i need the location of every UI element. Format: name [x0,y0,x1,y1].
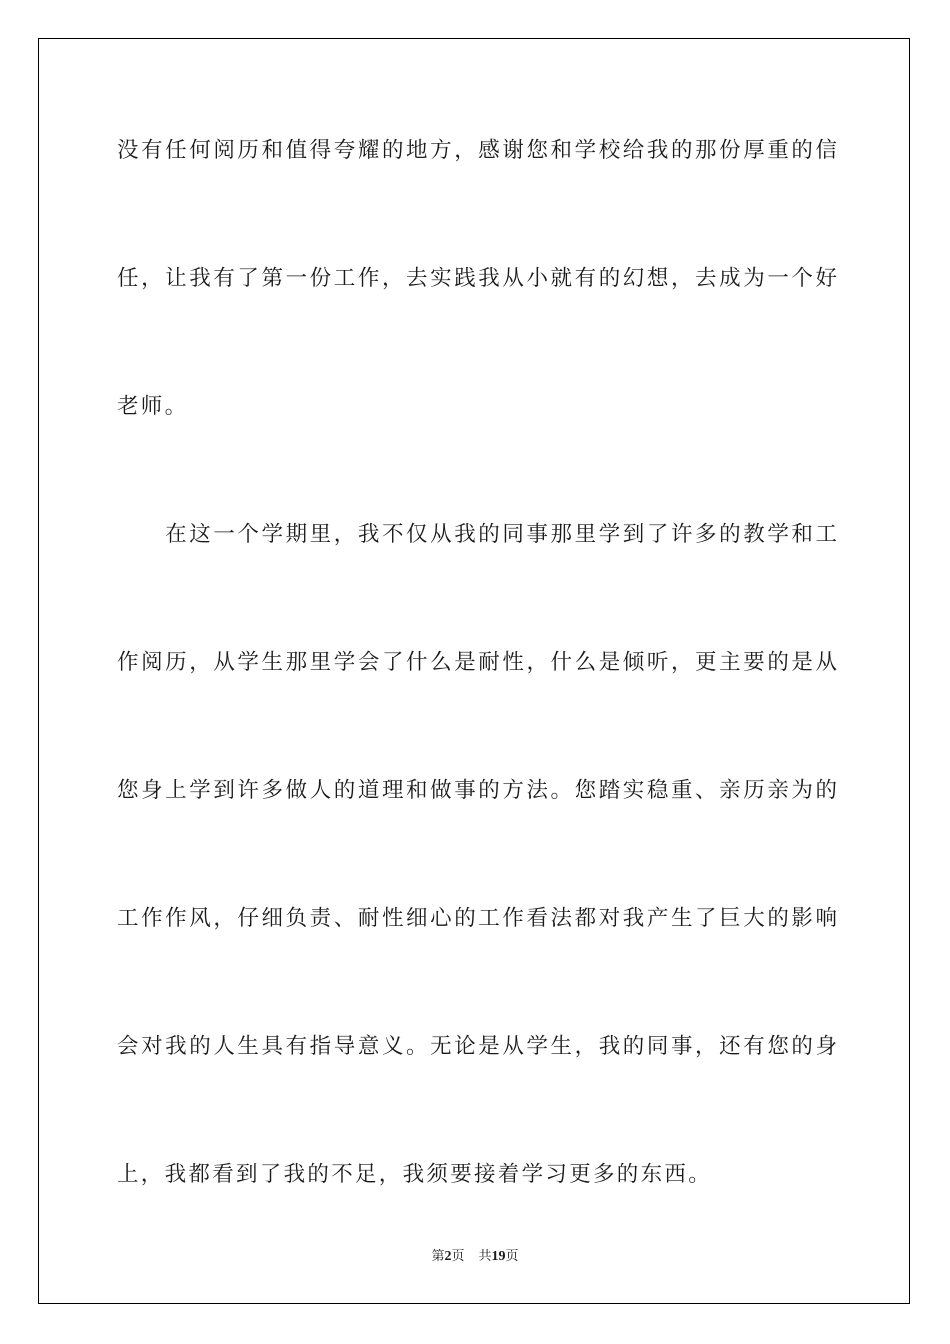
page-prefix: 第 [431,1249,445,1264]
text-line-2: 任，让我有了第一份工作，去实践我从小就有的幻想，去成为一个好 [117,266,837,291]
text-line-3: 老师。 [117,394,189,419]
page-footer [0,1248,950,1266]
page-suffix: 页 [451,1249,465,1264]
total-suffix: 页 [505,1249,519,1264]
text-line-5: 作阅历，从学生那里学会了什么是耐性，什么是倾听，更主要的是从 [117,650,837,675]
text-line-4: 在这一个学期里，我不仅从我的同事那里学到了许多的教学和工 [117,522,837,547]
total-pages: 19 [491,1249,506,1264]
page-number: 2 [444,1249,452,1264]
text-line-8: 会对我的人生具有指导意义。无论是从学生，我的同事，还有您的身 [117,1034,837,1059]
text-line-9: 上，我都看到了我的不足，我须要接着学习更多的东西。 [117,1162,713,1187]
text-line-7: 工作作风，仔细负责、耐性细心的工作看法都对我产生了巨大的影响 [117,906,837,931]
total-prefix: 共 [478,1249,492,1264]
text-line-6: 您身上学到许多做人的道理和做事的方法。您踏实稳重、亲历亲为的 [117,778,837,803]
text-line-1: 没有任何阅历和值得夸耀的地方，感谢您和学校给我的那份厚重的信 [117,138,837,163]
